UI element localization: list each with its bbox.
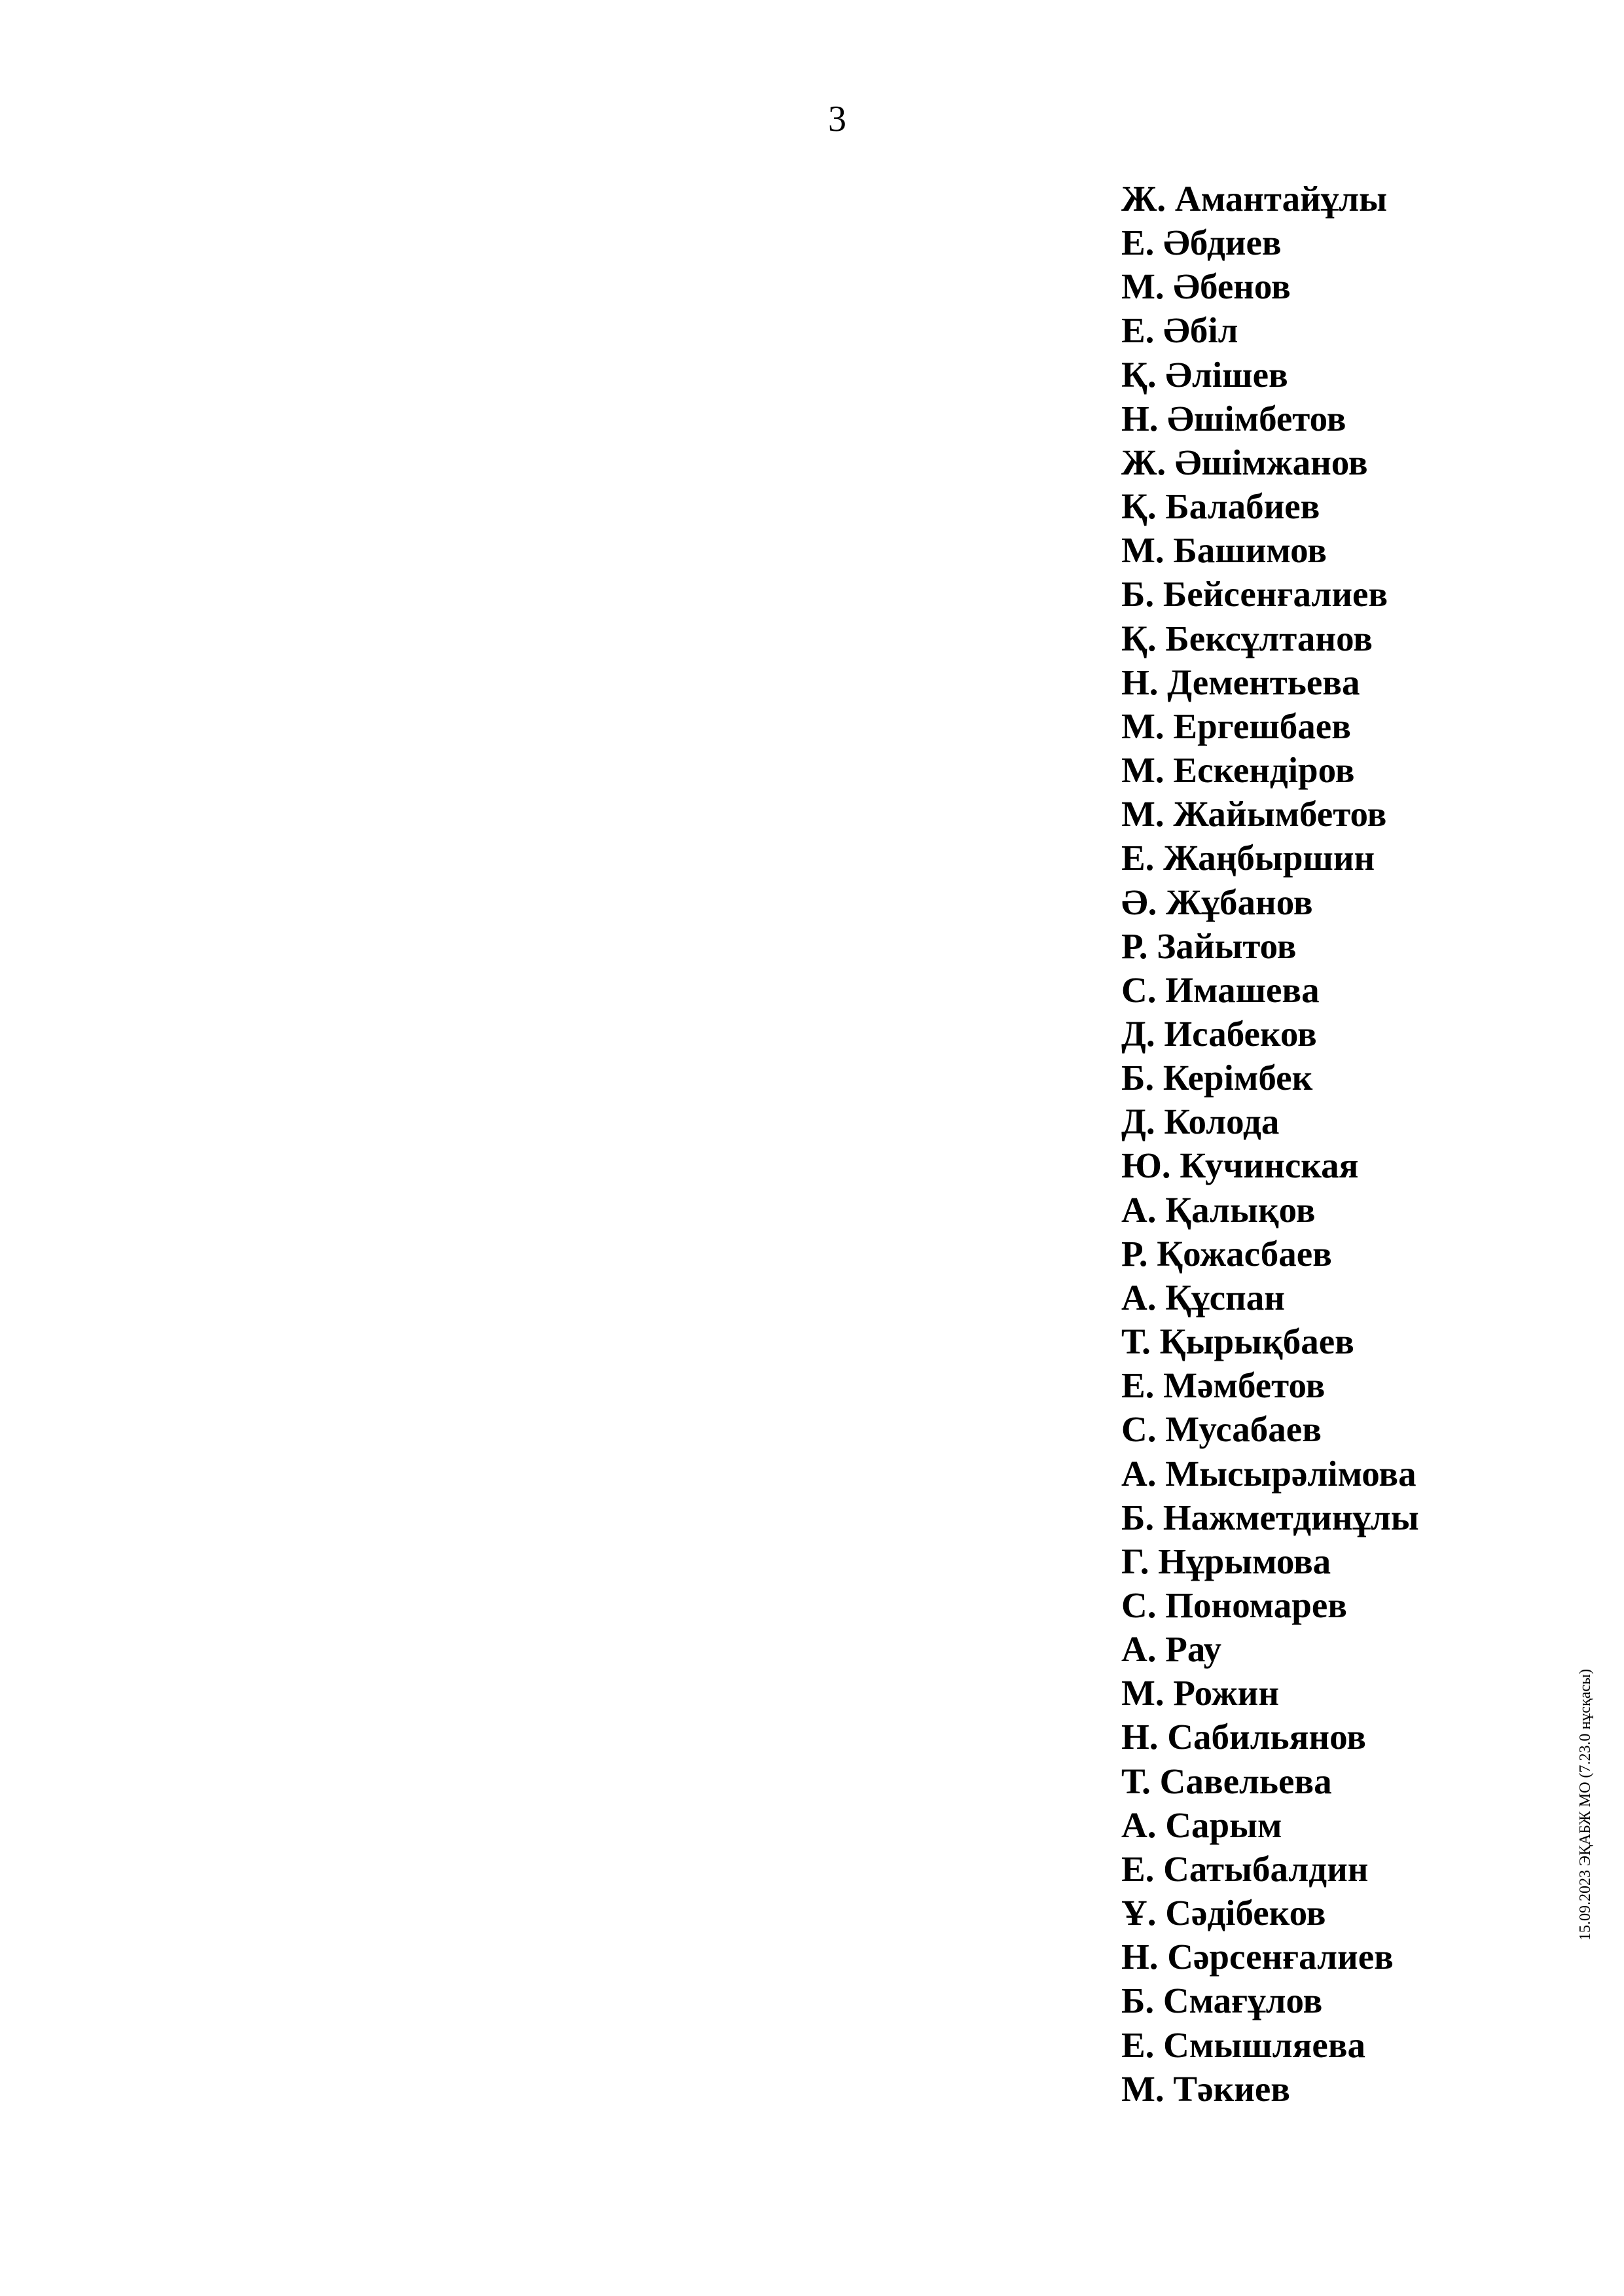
signatory-name: М. Жайымбетов (1121, 794, 1387, 834)
signatory-name: Ә. Жұбанов (1121, 882, 1313, 922)
signatory-name: А. Құспан (1121, 1277, 1285, 1318)
signatory-name: Д. Исабеков (1121, 1013, 1317, 1054)
document-system-stamp: 15.09.2023 ЭҚАБЖ МО (7.23.0 нұсқасы) (1577, 1668, 1594, 1941)
signatory-name: Б. Керімбек (1121, 1058, 1313, 1098)
signatory-name: Д. Колода (1121, 1102, 1280, 1142)
signatory-name: Н. Дементьева (1121, 662, 1360, 702)
signatory-name: Н. Әшімбетов (1121, 398, 1346, 439)
signatory-name: Е. Жаңбыршин (1121, 838, 1375, 878)
signatory-name: Ю. Кучинская (1121, 1145, 1359, 1186)
signatory-name: М. Рожин (1121, 1673, 1280, 1713)
signatory-name: Қ. Бексұлтанов (1121, 618, 1373, 658)
signatory-name: Н. Сәрсенғалиев (1121, 1937, 1394, 1977)
signatory-name: Ж. Әшімжанов (1121, 442, 1368, 482)
signatory-name: Т. Савельева (1121, 1761, 1332, 1801)
signatory-name: Т. Қырықбаев (1121, 1321, 1354, 1362)
signatory-name: Р. Зайытов (1121, 925, 1297, 966)
signatory-name: Н. Сабильянов (1121, 1717, 1366, 1757)
signatory-name: Г. Нұрымова (1121, 1541, 1331, 1581)
signatory-name: А. Рау (1121, 1629, 1222, 1670)
signatory-name: Б. Бейсенғалиев (1121, 574, 1388, 615)
signatory-name: Р. Қожасбаев (1121, 1233, 1332, 1274)
signatory-name: А. Сарым (1121, 1804, 1282, 1845)
signatory-name: Е. Мәмбетов (1121, 1365, 1326, 1406)
signatory-name: М. Башимов (1121, 530, 1327, 571)
signatory-name: Ж. Амантайұлы (1121, 179, 1388, 219)
signatory-name: Е. Сатыбалдин (1121, 1848, 1369, 1889)
signatory-name: С. Мусабаев (1121, 1409, 1322, 1450)
signatory-name: С. Пономарев (1121, 1585, 1347, 1625)
signatory-name: Б. Смағұлов (1121, 1981, 1323, 2021)
signatory-name: Қ. Әлішев (1121, 354, 1288, 395)
signatory-name: Е. Әбдиев (1121, 223, 1282, 263)
signatory-name: М. Ергешбаев (1121, 706, 1351, 746)
signatory-name: М. Әбенов (1121, 266, 1291, 307)
signatory-name: Б. Нажметдинұлы (1121, 1497, 1419, 1537)
signatory-name: М. Ескендіров (1121, 750, 1355, 791)
signatory-name: М. Тәкиев (1121, 2068, 1291, 2109)
signatory-name: Е. Смышляева (1121, 2024, 1365, 2065)
signatories-list (1121, 177, 1419, 2111)
signatory-name: Қ. Балабиев (1121, 486, 1320, 527)
signatory-name: С. Имашева (1121, 969, 1320, 1010)
signatory-name: А. Мысырәлімова (1121, 1453, 1416, 1494)
signatory-name: Е. Әбіл (1121, 310, 1238, 351)
signatory-name: Ұ. Сәдібеков (1121, 1893, 1326, 1933)
page-number: 3 (828, 99, 846, 139)
signatory-name: А. Қалықов (1121, 1189, 1316, 1230)
